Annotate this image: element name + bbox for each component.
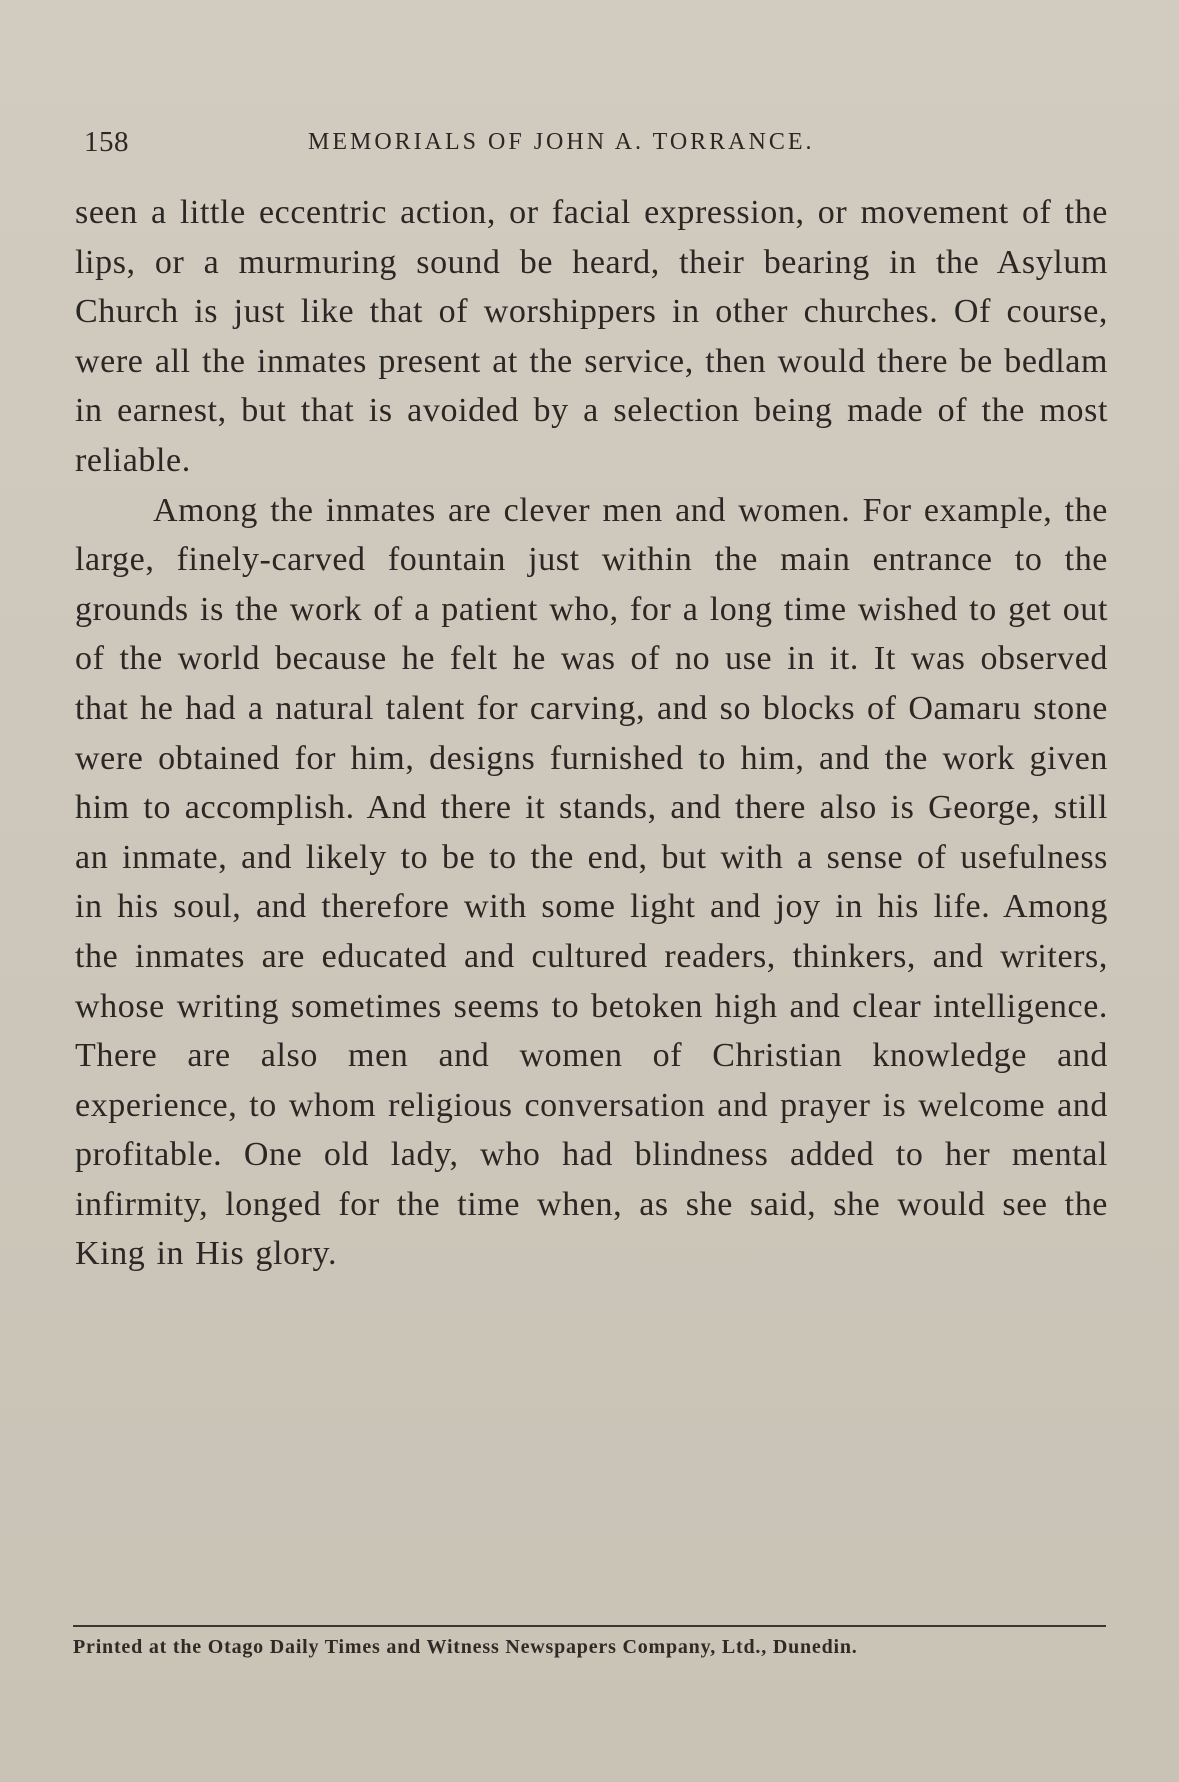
page-number: 158 [84,126,129,158]
paragraph-continued: seen a little eccentric action, or facial expression, or movement of the lips, or a murmuring sound be heard, their bearing in the Asylum Church is just like that of worshippers in other churches. Of course, were all the inmates present at the service, then would there be bedlam in earnest, but that is avoided by a selection being made of the most reliable. [75,194,1108,479]
running-head [84,126,1108,166]
paragraph-inmates: Among the inmates are clever men and women. For example, the large, finely-carved fountain just within the main entrance to the grounds is the work of a patient who, for a long time wished to get out of the world because he felt he was of no use in it. It was observed that he had a natural talent for carving, and so blocks of Oamaru stone were obtained for him, designs furnished to him, and the work given him to accomplish. And there it stands, and there also is George, still an inmate, and likely to be to the end, but with a sense of usefulness in his soul, and therefore with some light and joy in his life. Among the inmates are educated and cultured readers, thinkers, and writers, whose writing sometimes seems to betoken high and clear intelligence. There are also men and women of Christian knowledge and experience, to whom religious conversation and prayer is welcome and profitable. One old lady, who had blindness added to her mental infirmity, longed for the time when, as she said, she would see the King in His glory. [75,491,1108,1273]
footer-rule [73,1625,1106,1627]
printer-imprint: Printed at the Otago Daily Times and Witness Newspapers Company, Ltd., Dunedin. [73,1636,858,1658]
body-text [75,188,1108,1279]
running-title: MEMORIALS OF JOHN A. TORRANCE. [308,129,815,155]
